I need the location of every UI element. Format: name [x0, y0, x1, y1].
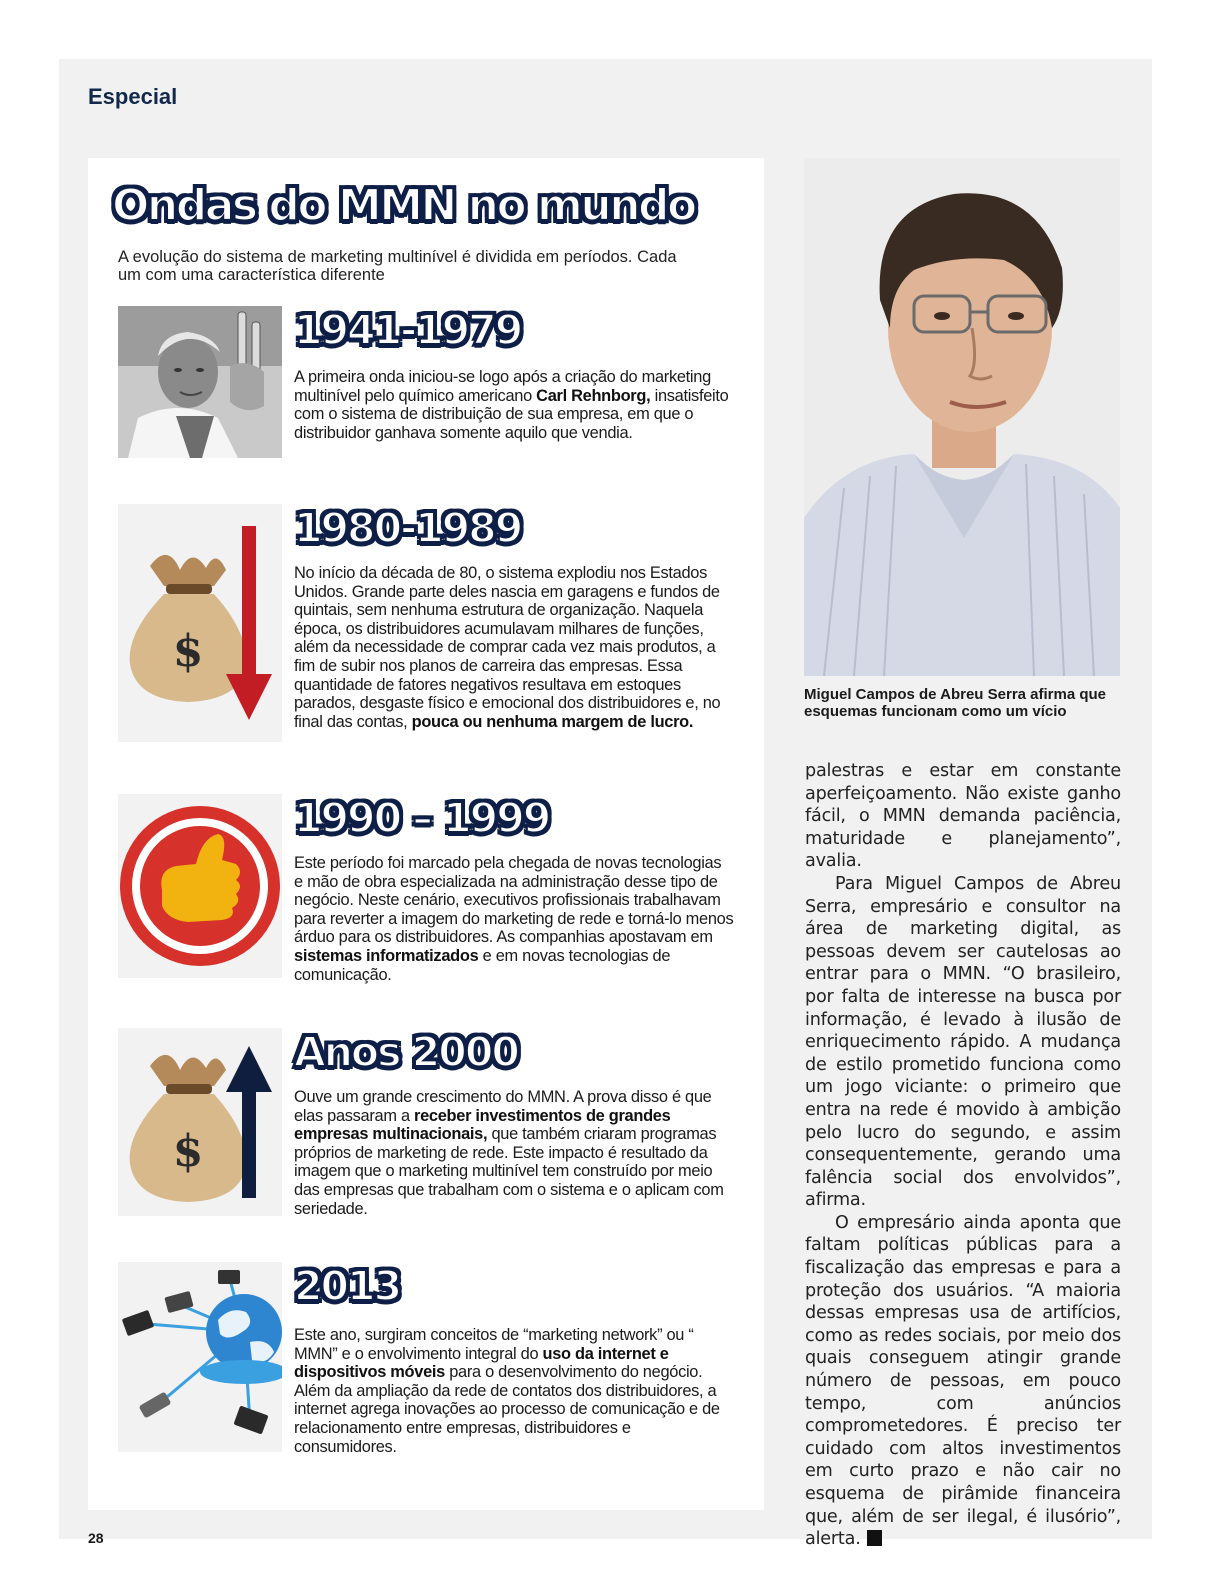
wave-text: Este ano, surgiram conceitos de “marketing network” ou “ MMN” e o envolvimento integral do uso da internet e dispositivos móveis para o desenvolvimento do negócio. Além da ampliação da rede de contatos dos distribuidores, a internet agrega inovações ao processo de comunicação e de relacionamento entre empresas, distribuidores e consumidores. [294, 1326, 720, 1456]
wave-highlight: receber investimentos de grandes empresas multinacionais, [294, 1106, 671, 1144]
wave-year: 1990 – 1999 [294, 794, 550, 842]
money-bag-up-icon [118, 1028, 282, 1216]
body-paragraph: Para Miguel Campos de Abreu Serra, empresário e consultor na área de marketing digital, as pessoas devem ser cautelosas ao entrar para o MMN. “O brasileiro, por falta de interesse na busca por informação, é levado à ilusão de enriquecimento rápido. A mudança de estilo prometido funciona como um jogo viciante: o primeiro que entra na rede é movido à ambição pelo lucro do segundo, e assim consequentemente, gerando uma falência social dos envolvidos”, afirma. [805, 873, 1121, 1211]
wave-year: 1980-1989 [294, 504, 522, 552]
section-label: Especial [88, 84, 178, 109]
wave-year: 1941-1979 [294, 306, 522, 354]
wave-text: Ouve um grande crescimento do MMN. A prova disso é que elas passaram a receber investimentos de grandes empresas multinacionais, que também criaram programas próprios de marketing de rede. Este impacto é resultado da imagem que o marketing multinível tem construído por meio das empresas que trabalham com o sistema e o aplicam com seriedade. [294, 1088, 724, 1218]
wave-2013 [118, 1262, 738, 1462]
wave-text: No início da década de 80, o sistema explodiu nos Estados Unidos. Grande parte deles nascia em garagens e fundos de quintais, sem nenhuma estrutura de organização. Naquela época, os distribuidores acumulavam milhares de funções, além da necessidade de comprar cada vez mais produtos, a fim de subir nos planos de carreira das empresas. Essa quantidade de fatores negativos resultava em estoques parados, desgaste físico e emocional dos distribuidores e, no final das contas, pouca ou nenhuma margem de lucro. [294, 564, 721, 731]
article-intro: A evolução do sistema de marketing multinível é dividida em períodos. Cada um com uma característica diferente [118, 248, 677, 284]
photo-caption: Miguel Campos de Abreu Serra afirma que esquemas funcionam como um vício [804, 686, 1107, 720]
body-paragraph: O empresário ainda aponta que faltam políticas públicas para a fiscalização das empresas e para a proteção dos usuários. “A maioria dessas empresas usa de artifícios, como as redes sociais, por meio dos quais conseguem atingir grande número de pessoas, em pouco tempo, com anúncios comprometedores. É preciso ter cuidado com altos investimentos em curto prazo e não cair no esquema de pirâmide financeira que, além de ser ilegal, é ilusório”, alerta. [805, 1212, 1121, 1550]
wave-text: Este período foi marcado pela chegada de novas tecnologias e mão de obra especializada na administração desse tipo de negócio. Neste cenário, executivos profissionais trabalhavam para reverter a imagem do marketing de rede e torná-lo menos árduo para os distribuidores. As companhias apostavam em sistemas informatizados e em novas tecnologias de comunicação. [294, 854, 734, 984]
end-of-article-icon [867, 1530, 882, 1546]
wave-highlight: Carl Rehnborg, [536, 386, 651, 405]
wave-year: 2013 [294, 1262, 401, 1310]
wave-year: Anos 2000 [294, 1028, 518, 1076]
money-bag-down-icon [118, 504, 282, 742]
globe-network-icon [118, 1262, 282, 1452]
money-bag-up-illustration [118, 1028, 282, 1216]
svg-text:$: $ [172, 1126, 204, 1177]
chemist-photo [118, 306, 282, 458]
wave-1980-1989 [118, 504, 738, 754]
wave-highlight: pouca ou nenhuma margem de lucro. [411, 712, 694, 731]
article-headline: Ondas do MMN no mundo [112, 180, 695, 231]
wave-highlight: uso da internet e dispositivos móveis [294, 1344, 669, 1382]
money-bag-down-illustration [118, 504, 282, 742]
portrait-photo [804, 158, 1120, 676]
wave-1990-1999 [118, 794, 738, 984]
thumbs-up-illustration [118, 794, 282, 978]
svg-text:$: $ [172, 626, 204, 677]
body-paragraph: palestras e estar em constante aperfeiçoamento. Não existe ganho fácil, o MMN demanda paciência, maturidade e planejamento”, avalia. [805, 761, 1121, 872]
page-number: 28 [88, 1530, 104, 1546]
wave-highlight: sistemas informatizados [294, 946, 479, 965]
thumbs-up-icon [118, 794, 282, 978]
wave-1941-1979 [118, 306, 738, 466]
network-globe-illustration [118, 1262, 282, 1452]
wave-text: A primeira onda iniciou-se logo após a criação do marketing multinível pelo químico americano Carl Rehnborg, insatisfeito com o sistema de distribuição de sua empresa, em que o distribuidor ganhava somente aquilo que vendia. [294, 368, 729, 442]
wave-anos-2000 [118, 1028, 738, 1228]
article-body [805, 760, 1121, 1551]
